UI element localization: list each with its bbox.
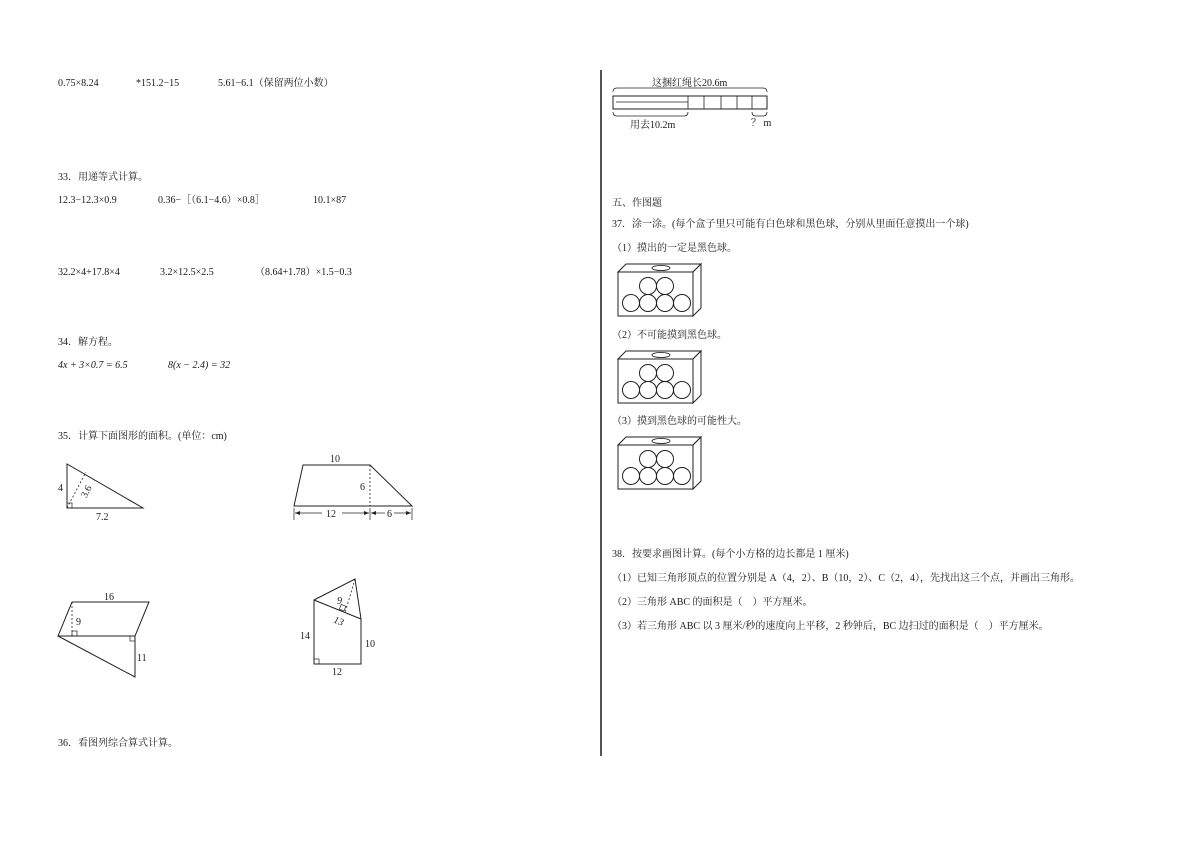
q32-expr-2: *151.2−15 bbox=[136, 78, 180, 89]
q37-item-3: （3）摸到黑色球的可能性大。 bbox=[612, 416, 747, 427]
q33-title: 33．用递等式计算。 bbox=[58, 172, 148, 183]
pentagon-slant-label: 13 bbox=[331, 614, 346, 629]
pentagon-right-label: 10 bbox=[365, 639, 375, 650]
q33-expr-3: 10.1×87 bbox=[313, 195, 347, 206]
q32-expr-1: 0.75×8.24 bbox=[58, 78, 99, 89]
q37-title: 37．涂一涂。(每个盒子里只可能有白色球和黑色球，分别从里面任意摸出一个球) bbox=[612, 219, 969, 230]
ball-box-3[interactable] bbox=[618, 437, 619, 438]
q34-title: 34．解方程。 bbox=[58, 337, 118, 348]
trapezoid-base-a-label: 12 bbox=[326, 509, 336, 520]
rope-total-label: 这捆红绳长20.6m bbox=[652, 78, 728, 89]
section-5-heading: 五、作图题 bbox=[612, 198, 662, 209]
composite-h2-label: 11 bbox=[137, 653, 147, 664]
q37-item-2: （2）不可能摸到黑色球。 bbox=[612, 330, 727, 341]
q35-title: 35．计算下面图形的面积。(单位：cm) bbox=[58, 431, 227, 442]
ball-box-2[interactable] bbox=[618, 351, 619, 352]
triangle-base-label: 7.2 bbox=[96, 512, 109, 523]
q33-expr-1: 12.3−12.3×0.9 bbox=[58, 195, 117, 206]
q38-item-3: （3）若三角形 ABC 以 3 厘米/秒的速度向上平移，2 秒钟后，BC 边扫过的面积是（ ）平方厘米。 bbox=[612, 621, 1049, 632]
pentagon-left-label: 14 bbox=[300, 631, 310, 642]
pentagon-height-label: 9 bbox=[337, 596, 342, 607]
q33-expr-4: 32.2×4+17.8×4 bbox=[58, 267, 120, 278]
q34-equation-2: 8(x − 2.4) = 32 bbox=[168, 360, 231, 371]
trapezoid-height-label: 6 bbox=[360, 482, 365, 493]
triangle-side-label: 4 bbox=[58, 483, 63, 494]
q38-title: 38．按要求画图计算。(每个小方格的边长都是 1 厘米) bbox=[612, 549, 849, 560]
q37-item-1: （1）摸出的一定是黑色球。 bbox=[612, 243, 737, 254]
composite-top-label: 16 bbox=[104, 592, 114, 603]
pentagon-bottom-label: 12 bbox=[332, 667, 342, 678]
q33-expr-5: 3.2×12.5×2.5 bbox=[160, 267, 214, 278]
trapezoid-top-label: 10 bbox=[330, 454, 340, 465]
q36-title: 36．看图列综合算式计算。 bbox=[58, 738, 178, 749]
q38-item-2: （2）三角形 ABC 的面积是（ ）平方厘米。 bbox=[612, 597, 813, 608]
composite-h1-label: 9 bbox=[76, 617, 81, 628]
column-divider bbox=[600, 70, 602, 756]
q33-expr-2: 0.36−［（6.1−4.6）×0.8］ bbox=[158, 195, 265, 206]
q34-equation-1: 4x + 3×0.7 = 6.5 bbox=[58, 360, 128, 371]
rope-used-label: 用去10.2m bbox=[630, 120, 676, 131]
q32-expr-3: 5.61−6.1（保留两位小数） bbox=[218, 78, 334, 89]
triangle-height-label: 3.6 bbox=[79, 483, 95, 500]
ball-box-1[interactable] bbox=[618, 264, 619, 265]
q38-item-1: （1）已知三角形顶点的位置分别是 A（4，2）、B（10，2）、C（2，4），先找出这三个点，并画出三角形。 bbox=[612, 573, 1081, 584]
q33-expr-6: （8.64+1.78）×1.5−0.3 bbox=[255, 267, 352, 278]
rope-unknown-label: ？ m bbox=[751, 118, 772, 129]
trapezoid-base-b-label: 6 bbox=[387, 509, 392, 520]
